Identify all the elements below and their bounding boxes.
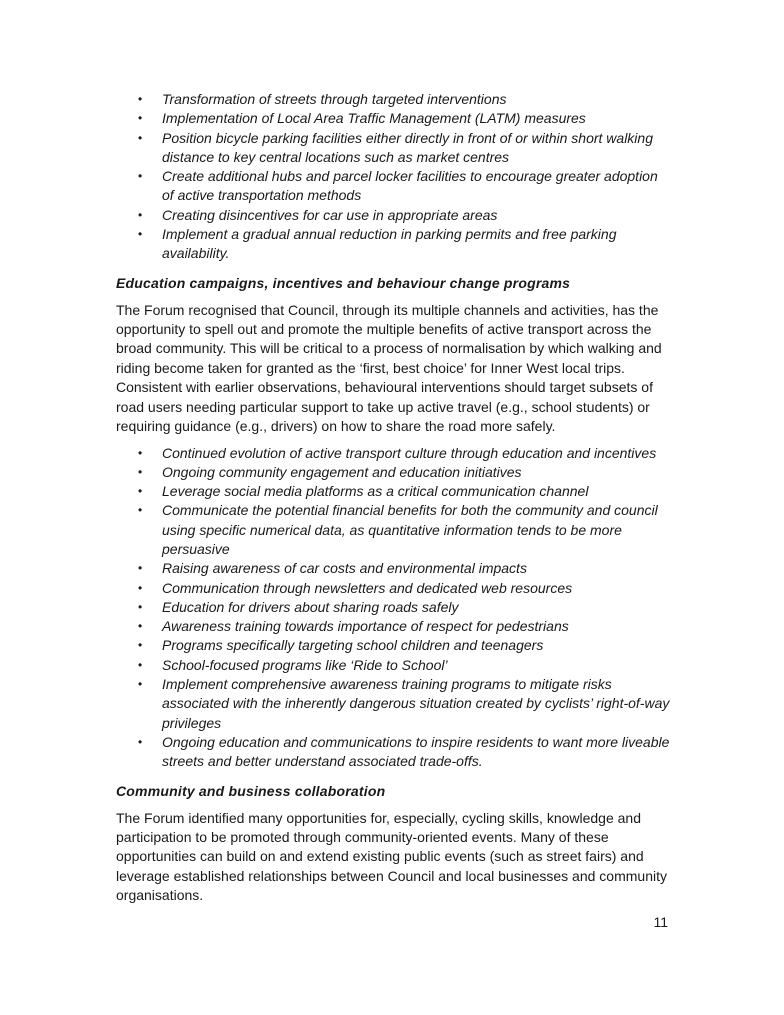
list-item: • Implementation of Local Area Traffic Management (LATM) measures [116,109,672,128]
page-number: 11 [653,914,668,930]
bullet-icon: • [138,484,143,499]
bullet-icon: • [138,677,143,692]
list-item: • Implement comprehensive awareness training programs to mitigate risks associated with the inherently dangerous situation created by cyclists’ right-of-way privileges [138,676,670,731]
list-item: • Continued evolution of active transport culture through education and incentives [116,444,672,463]
list-item: • Raising awareness of car costs and environmental impacts [116,559,672,578]
list-item: • Ongoing community engagement and education initiatives [116,463,672,482]
bullet-icon: • [138,445,143,460]
list-item: • Ongoing education and communications to inspire residents to want more liveable streets and better understand associated trade-offs. [138,733,670,770]
bullet-icon: • [138,580,143,595]
document-page [116,90,672,913]
bullet-icon: • [138,169,143,184]
list-item: • Awareness training towards importance of respect for pedestrians [116,617,672,636]
list-item: • Creating disincentives for car use in appropriate areas [116,206,672,225]
list-item: • School-focused programs like ‘Ride to School’ [116,656,672,675]
list-item: • Education for drivers about sharing roads safely [116,598,672,617]
section-heading-community: Community and business collaboration [116,782,386,799]
education-bullet-list [116,444,672,772]
bullet-icon: • [138,207,143,222]
bullet-icon: • [138,638,143,653]
bullet-icon: • [138,503,143,518]
top-bullet-list [116,90,672,264]
bullet-icon: • [138,227,143,242]
bullet-icon: • [138,619,143,634]
list-item: • Programs specifically targeting school children and teenagers [116,636,672,655]
list-item: • Communication through newsletters and dedicated web resources [116,579,672,598]
list-item: • Transformation of streets through targeted interventions [116,90,672,109]
list-item: • Leverage social media platforms as a critical communication channel [116,482,672,501]
bullet-icon: • [138,561,143,576]
list-item: • Create additional hubs and parcel locker facilities to encourage greater adoption of active transportation methods [138,168,658,204]
bullet-icon: • [138,599,143,614]
section-paragraph-community: The Forum identified many opportunities for, especially, cycling skills, knowledge and participation to be promoted through community-oriented events. Many of these opportunities can build on and extend existing public events (such as street fairs) and leverage established relationships between Council and local businesses and community organisations. [116,809,667,904]
list-item: • Communicate the potential financial benefits for both the community and council using specific numerical data, as quantitative information tends to be more persuasive [138,502,658,557]
list-item: • Implement a gradual annual reduction in parking permits and free parking availability. [138,226,617,262]
bullet-icon: • [138,111,143,126]
list-item: • Position bicycle parking facilities either directly in front of or within short walking distance to key central locations such as market centres [138,129,653,165]
section-heading-education: Education campaigns, incentives and behaviour change programs [116,274,571,291]
bullet-icon: • [138,464,143,479]
bullet-icon: • [138,657,143,672]
section-paragraph-education: The Forum recognised that Council, through its multiple channels and activities, has the opportunity to spell out and promote the multiple benefits of active transport across the broad community. This will be critical to a process of normalisation by which walking and riding become taken for granted as the ‘first, best choice’ for Inner West local trips. Consistent with earlier observations, behavioural interventions should target subsets of road users needing particular support to take up active travel (e.g., school students) or requiring guidance (e.g., drivers) on how to share the road more safely. [116,301,662,435]
bullet-icon: • [138,130,143,145]
bullet-icon: • [138,92,143,106]
bullet-icon: • [138,734,143,749]
